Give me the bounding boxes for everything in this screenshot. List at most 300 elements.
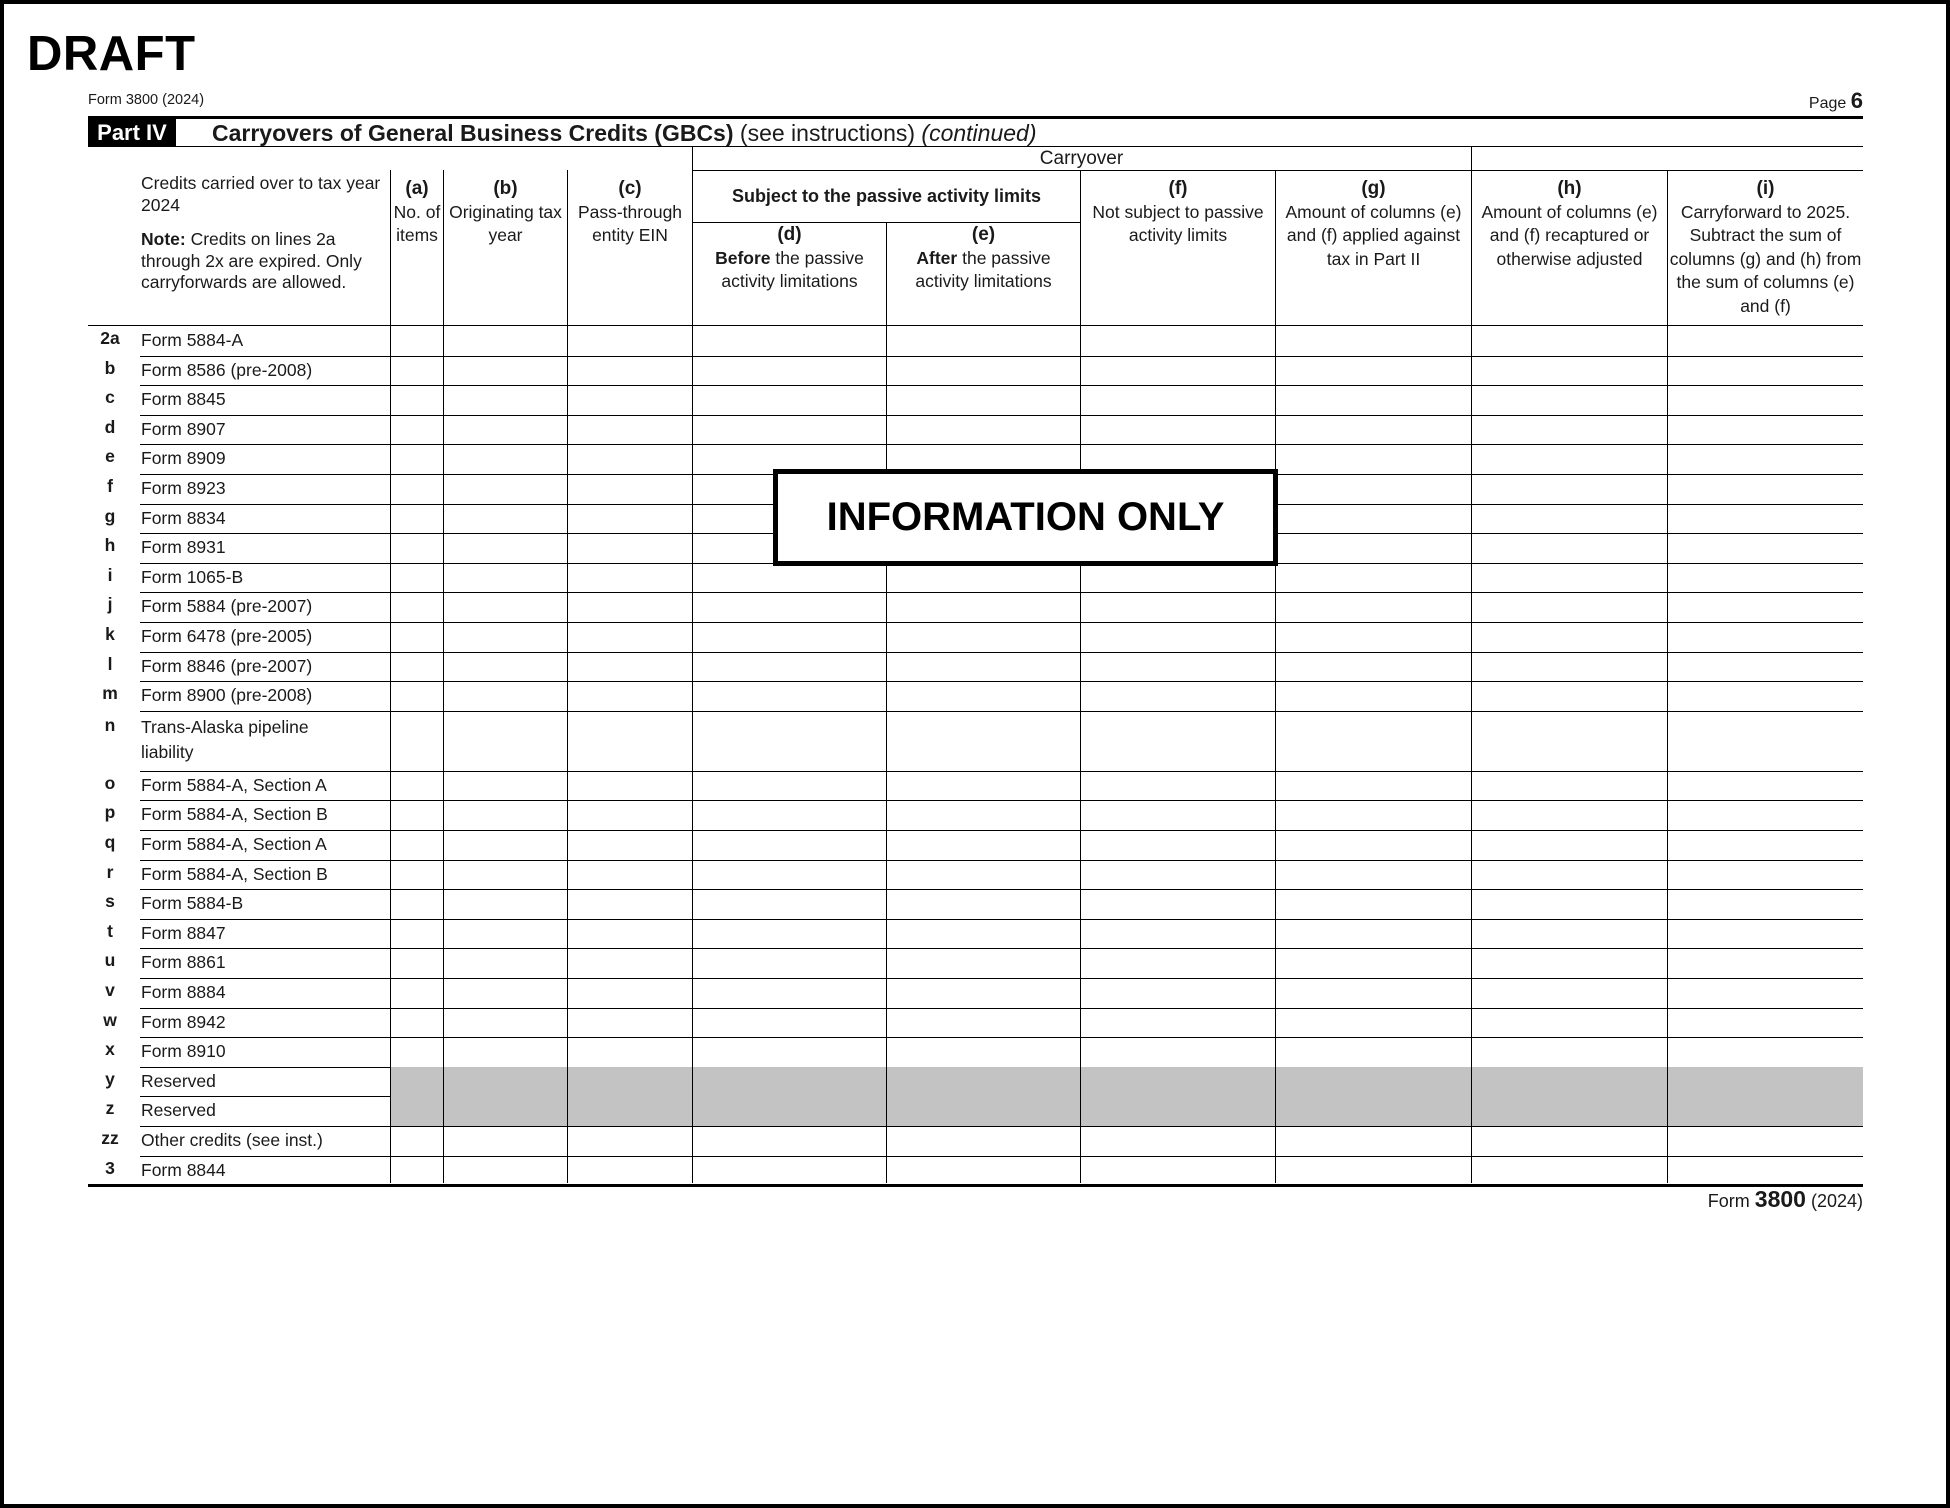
cell-col-a[interactable]	[391, 771, 443, 801]
cell-col-g[interactable]	[1276, 415, 1471, 445]
col-e-header	[887, 223, 1080, 294]
cell-col-a[interactable]	[391, 356, 443, 386]
row-label: Form 8931	[141, 537, 226, 558]
cell-col-d[interactable]	[693, 592, 886, 622]
cell-col-g[interactable]	[1276, 385, 1471, 415]
cell-col-g[interactable]	[1276, 978, 1471, 1008]
cell-col-i[interactable]	[1668, 711, 1863, 771]
cell-col-g[interactable]	[1276, 860, 1471, 890]
cell-col-g[interactable]	[1276, 830, 1471, 860]
cell-col-b[interactable]	[444, 1037, 567, 1067]
cell-col-g[interactable]	[1276, 592, 1471, 622]
cell-col-h[interactable]	[1472, 919, 1667, 949]
cell-col-e[interactable]	[887, 326, 1080, 356]
cell-col-i[interactable]	[1668, 1008, 1863, 1038]
cell-col-i[interactable]	[1668, 563, 1863, 593]
cell-col-b[interactable]	[444, 1156, 567, 1186]
cell-col-b[interactable]	[444, 622, 567, 652]
cell-col-d[interactable]	[693, 1008, 886, 1038]
cell-col-e[interactable]	[887, 889, 1080, 919]
line-number: 2a	[100, 328, 120, 348]
cell-col-e[interactable]	[887, 771, 1080, 801]
row-label: Form 8845	[141, 389, 226, 410]
cell-col-a[interactable]	[391, 1037, 443, 1067]
cell-col-c[interactable]	[568, 563, 692, 593]
cell-col-d	[693, 1096, 886, 1126]
cell-col-f[interactable]	[1081, 889, 1275, 919]
cell-col-a[interactable]	[391, 592, 443, 622]
cell-col-g[interactable]	[1276, 1008, 1471, 1038]
cell-col-h[interactable]	[1472, 711, 1667, 771]
carryover-rule-right	[1471, 170, 1863, 171]
cell-col-e[interactable]	[887, 385, 1080, 415]
cell-col-e[interactable]	[887, 948, 1080, 978]
cell-col-e[interactable]	[887, 356, 1080, 386]
col-i-letter: (i)	[1756, 178, 1775, 199]
cell-col-a[interactable]	[391, 800, 443, 830]
cell-col-h[interactable]	[1472, 444, 1667, 474]
cell-col-f[interactable]	[1081, 652, 1275, 682]
cell-col-b[interactable]	[444, 592, 567, 622]
part-title-main: Carryovers of General Business Credits (GBCs)	[212, 120, 734, 146]
cell-col-e[interactable]	[887, 860, 1080, 890]
cell-col-g[interactable]	[1276, 919, 1471, 949]
line-number: s	[105, 891, 115, 912]
cell-col-d[interactable]	[693, 771, 886, 801]
cell-col-i[interactable]	[1668, 385, 1863, 415]
cell-col-f[interactable]	[1081, 326, 1275, 356]
cell-col-c[interactable]	[568, 652, 692, 682]
line-number: zz	[101, 1128, 119, 1148]
cell-col-f[interactable]	[1081, 622, 1275, 652]
part-title-see: (see instructions)	[739, 120, 916, 146]
cell-col-a[interactable]	[391, 1156, 443, 1186]
cell-col-e[interactable]	[887, 1126, 1080, 1156]
cell-col-i[interactable]	[1668, 474, 1863, 504]
table-row	[0, 830, 1950, 860]
cell-col-d[interactable]	[693, 563, 886, 593]
cell-col-a[interactable]	[391, 504, 443, 534]
cell-col-h[interactable]	[1472, 504, 1667, 534]
cell-col-a[interactable]	[391, 1008, 443, 1038]
cell-col-d[interactable]	[693, 1037, 886, 1067]
cell-col-c[interactable]	[568, 592, 692, 622]
cell-col-c[interactable]	[568, 889, 692, 919]
cell-col-f[interactable]	[1081, 919, 1275, 949]
cell-col-b	[444, 1067, 567, 1097]
cell-col-d[interactable]	[693, 622, 886, 652]
footer-prefix: Form	[1707, 1191, 1750, 1211]
line-number: v	[105, 980, 115, 1000]
row-label: Form 5884-A, Section B	[141, 863, 328, 884]
line-number: n	[104, 714, 116, 735]
cell-col-h[interactable]	[1472, 800, 1667, 830]
cell-col-c[interactable]	[568, 830, 692, 860]
cell-col-a[interactable]	[391, 919, 443, 949]
note-bold: Note:	[141, 229, 186, 249]
col-h-text: Amount of columns (e) and (f) recaptured or otherwise adjusted	[1481, 201, 1658, 269]
cell-col-f[interactable]	[1081, 948, 1275, 978]
cell-col-h[interactable]	[1472, 326, 1667, 356]
col-e-text: the passive activity limitations	[915, 247, 1052, 291]
cell-col-h[interactable]	[1472, 652, 1667, 682]
cell-col-c[interactable]	[568, 1156, 692, 1186]
cell-col-e	[887, 1096, 1080, 1126]
cell-col-i[interactable]	[1668, 919, 1863, 949]
cell-col-f[interactable]	[1081, 830, 1275, 860]
row-label: Form 5884-A, Section A	[141, 834, 327, 854]
cell-col-h[interactable]	[1472, 533, 1667, 563]
cell-col-d[interactable]	[693, 830, 886, 860]
cell-col-d[interactable]	[693, 326, 886, 356]
cell-col-g	[1276, 1067, 1471, 1097]
cell-col-d[interactable]	[693, 681, 886, 711]
cell-col-d[interactable]	[693, 860, 886, 890]
cell-col-h[interactable]	[1472, 948, 1667, 978]
cell-col-c	[568, 1096, 692, 1126]
cell-col-i[interactable]	[1668, 948, 1863, 978]
cell-col-i[interactable]	[1668, 504, 1863, 534]
row-label: Form 5884-B	[141, 893, 244, 914]
cell-col-d[interactable]	[693, 1156, 886, 1186]
cell-col-b[interactable]	[444, 681, 567, 711]
cell-col-c[interactable]	[568, 504, 692, 534]
cell-col-b[interactable]	[444, 1008, 567, 1038]
cell-col-f[interactable]	[1081, 681, 1275, 711]
col-f-letter: (f)	[1168, 178, 1188, 199]
cell-col-i[interactable]	[1668, 681, 1863, 711]
cell-col-h[interactable]	[1472, 1008, 1667, 1038]
col-g-text: Amount of columns (e) and (f) applied against tax in Part II	[1285, 201, 1462, 269]
cell-col-a[interactable]	[391, 533, 443, 563]
col-g-header	[1276, 177, 1471, 271]
cell-col-f[interactable]	[1081, 356, 1275, 386]
cell-col-h[interactable]	[1472, 415, 1667, 445]
page-indicator	[1809, 88, 1863, 114]
cell-col-f[interactable]	[1081, 1126, 1275, 1156]
cell-col-d[interactable]	[693, 652, 886, 682]
cell-col-g[interactable]	[1276, 800, 1471, 830]
cell-col-h[interactable]	[1472, 860, 1667, 890]
cell-col-b[interactable]	[444, 771, 567, 801]
cell-col-c[interactable]	[568, 771, 692, 801]
cell-col-d[interactable]	[693, 356, 886, 386]
cell-col-e[interactable]	[887, 622, 1080, 652]
cell-col-c[interactable]	[568, 948, 692, 978]
form-header-label: Form 3800 (2024)	[88, 92, 205, 108]
cell-col-h[interactable]	[1472, 681, 1667, 711]
cell-col-c[interactable]	[568, 1126, 692, 1156]
page-prefix: Page	[1808, 95, 1847, 112]
cell-col-b[interactable]	[444, 948, 567, 978]
cell-col-c[interactable]	[568, 622, 692, 652]
cell-col-a[interactable]	[391, 415, 443, 445]
row-label: Form 8847	[141, 922, 226, 943]
cell-col-f[interactable]	[1081, 1037, 1275, 1067]
line-number: w	[103, 1009, 117, 1030]
cell-col-g[interactable]	[1276, 533, 1471, 563]
cell-col-e[interactable]	[887, 830, 1080, 860]
table-row	[0, 1126, 1950, 1156]
col-c-header	[568, 177, 692, 248]
cell-col-g[interactable]	[1276, 622, 1471, 652]
cell-col-e[interactable]	[887, 919, 1080, 949]
cell-col-h[interactable]	[1472, 385, 1667, 415]
row-label: Form 8909	[141, 448, 226, 469]
cell-col-g[interactable]	[1276, 326, 1471, 356]
cell-col-g[interactable]	[1276, 444, 1471, 474]
cell-col-g[interactable]	[1276, 1126, 1471, 1156]
row-label: Trans-Alaska pipeline liability	[141, 716, 309, 762]
cell-col-g[interactable]	[1276, 889, 1471, 919]
cell-col-a[interactable]	[391, 948, 443, 978]
cell-col-c[interactable]	[568, 326, 692, 356]
cell-col-b[interactable]	[444, 563, 567, 593]
cell-col-f[interactable]	[1081, 592, 1275, 622]
line-number: k	[105, 624, 115, 644]
carryover-header: Carryover	[1039, 148, 1124, 169]
table-row	[0, 385, 1950, 415]
cell-col-b	[444, 1096, 567, 1126]
table-row	[0, 415, 1950, 445]
cell-col-a[interactable]	[391, 978, 443, 1008]
cell-col-c[interactable]	[568, 385, 692, 415]
cell-col-c[interactable]	[568, 860, 692, 890]
cell-col-e[interactable]	[887, 800, 1080, 830]
cell-col-i[interactable]	[1668, 771, 1863, 801]
cell-col-d[interactable]	[693, 978, 886, 1008]
line-number: m	[102, 683, 118, 704]
cell-col-f[interactable]	[1081, 771, 1275, 801]
cell-col-b[interactable]	[444, 1126, 567, 1156]
table-row	[0, 592, 1950, 622]
part-title	[212, 119, 1037, 147]
cell-col-b[interactable]	[444, 860, 567, 890]
credits-note	[141, 229, 386, 294]
cell-col-a[interactable]	[391, 326, 443, 356]
col-h-letter: (h)	[1557, 178, 1582, 199]
cell-col-b[interactable]	[444, 504, 567, 534]
cell-col-d[interactable]	[693, 385, 886, 415]
cell-col-f[interactable]	[1081, 978, 1275, 1008]
cell-col-i[interactable]	[1668, 592, 1863, 622]
line-number: c	[105, 387, 115, 408]
row-label: Form 8923	[141, 478, 226, 498]
cell-col-g[interactable]	[1276, 771, 1471, 801]
cell-col-e[interactable]	[887, 681, 1080, 711]
cell-col-i[interactable]	[1668, 356, 1863, 386]
cell-col-g[interactable]	[1276, 356, 1471, 386]
cell-col-d[interactable]	[693, 800, 886, 830]
cell-col-b[interactable]	[444, 444, 567, 474]
cell-col-b[interactable]	[444, 356, 567, 386]
cell-col-h[interactable]	[1472, 978, 1667, 1008]
cell-col-h[interactable]	[1472, 889, 1667, 919]
cell-col-b[interactable]	[444, 474, 567, 504]
cell-col-b[interactable]	[444, 830, 567, 860]
cell-col-b[interactable]	[444, 533, 567, 563]
table-row	[0, 326, 1950, 356]
cell-col-g[interactable]	[1276, 652, 1471, 682]
col-b-letter: (b)	[493, 178, 518, 199]
cell-col-c[interactable]	[568, 681, 692, 711]
cell-col-g[interactable]	[1276, 1037, 1471, 1067]
cell-col-a[interactable]	[391, 444, 443, 474]
cell-col-i[interactable]	[1668, 415, 1863, 445]
cell-col-i[interactable]	[1668, 830, 1863, 860]
cell-col-h[interactable]	[1472, 771, 1667, 801]
cell-col-e[interactable]	[887, 1156, 1080, 1186]
cell-col-h[interactable]	[1472, 1126, 1667, 1156]
table-row	[0, 356, 1950, 386]
row-label: Form 8846 (pre-2007)	[141, 655, 313, 676]
cell-col-f	[1081, 1096, 1275, 1126]
table-row	[0, 1067, 1950, 1097]
cell-col-b[interactable]	[444, 385, 567, 415]
cell-col-i[interactable]	[1668, 326, 1863, 356]
cell-col-i	[1668, 1067, 1863, 1097]
table-row	[0, 622, 1950, 652]
cell-col-b[interactable]	[444, 326, 567, 356]
cell-col-i[interactable]	[1668, 978, 1863, 1008]
cell-col-h[interactable]	[1472, 1156, 1667, 1186]
cell-col-c[interactable]	[568, 711, 692, 771]
cell-col-e[interactable]	[887, 592, 1080, 622]
cell-col-f[interactable]	[1081, 415, 1275, 445]
cell-col-d[interactable]	[693, 1126, 886, 1156]
cell-col-a[interactable]	[391, 652, 443, 682]
row-label: Other credits (see inst.)	[141, 1130, 323, 1150]
cell-col-e[interactable]	[887, 978, 1080, 1008]
cell-col-e[interactable]	[887, 1037, 1080, 1067]
draft-watermark: DRAFT	[27, 27, 196, 81]
cell-col-b[interactable]	[444, 652, 567, 682]
cell-col-a[interactable]	[391, 1126, 443, 1156]
cell-col-d[interactable]	[693, 711, 886, 771]
cell-col-d[interactable]	[693, 919, 886, 949]
cell-col-f[interactable]	[1081, 800, 1275, 830]
col-e-letter: (e)	[971, 224, 996, 245]
cell-col-b[interactable]	[444, 711, 567, 771]
cell-col-f[interactable]	[1081, 1008, 1275, 1038]
col-b-header	[444, 177, 567, 248]
cell-col-g[interactable]	[1276, 681, 1471, 711]
col-c-text: Pass-through entity EIN	[577, 201, 683, 245]
cell-col-i[interactable]	[1668, 533, 1863, 563]
cell-col-h[interactable]	[1472, 474, 1667, 504]
cell-col-i[interactable]	[1668, 1126, 1863, 1156]
cell-col-e[interactable]	[887, 415, 1080, 445]
cell-col-b[interactable]	[444, 415, 567, 445]
cell-col-f[interactable]	[1081, 1156, 1275, 1186]
cell-col-c[interactable]	[568, 356, 692, 386]
cell-col-c[interactable]	[568, 978, 692, 1008]
cell-col-i[interactable]	[1668, 1037, 1863, 1067]
cell-col-h[interactable]	[1472, 563, 1667, 593]
cell-col-c[interactable]	[568, 800, 692, 830]
cell-col-a[interactable]	[391, 711, 443, 771]
cell-col-b[interactable]	[444, 800, 567, 830]
cell-col-h[interactable]	[1472, 356, 1667, 386]
cell-col-e	[887, 1067, 1080, 1097]
cell-col-c[interactable]	[568, 444, 692, 474]
cell-col-c[interactable]	[568, 1037, 692, 1067]
cell-col-i[interactable]	[1668, 889, 1863, 919]
cell-col-b[interactable]	[444, 889, 567, 919]
cell-col-i[interactable]	[1668, 1156, 1863, 1186]
cell-col-i[interactable]	[1668, 860, 1863, 890]
cell-col-d[interactable]	[693, 889, 886, 919]
credits-label: Credits carried over to tax year 2024	[141, 173, 381, 215]
cell-col-h	[1472, 1096, 1667, 1126]
cell-col-f[interactable]	[1081, 563, 1275, 593]
cell-col-c[interactable]	[568, 919, 692, 949]
table-bottom-rule	[88, 1184, 1863, 1187]
table-row	[0, 1008, 1950, 1038]
cell-col-a[interactable]	[391, 474, 443, 504]
cell-col-h[interactable]	[1472, 592, 1667, 622]
line-number: p	[104, 802, 116, 823]
cell-col-f[interactable]	[1081, 385, 1275, 415]
table-row	[0, 563, 1950, 593]
cell-col-d[interactable]	[693, 948, 886, 978]
cell-col-a[interactable]	[391, 622, 443, 652]
cell-col-d[interactable]	[693, 415, 886, 445]
cell-col-g[interactable]	[1276, 563, 1471, 593]
cell-col-b[interactable]	[444, 978, 567, 1008]
col-e-bold: After	[916, 247, 958, 268]
line-number: y	[105, 1068, 115, 1089]
cell-col-e[interactable]	[887, 652, 1080, 682]
cell-col-f[interactable]	[1081, 711, 1275, 771]
cell-col-a[interactable]	[391, 563, 443, 593]
cell-col-g[interactable]	[1276, 474, 1471, 504]
cell-col-i[interactable]	[1668, 800, 1863, 830]
cell-col-e[interactable]	[887, 1008, 1080, 1038]
cell-col-c[interactable]	[568, 1008, 692, 1038]
cell-col-h[interactable]	[1472, 622, 1667, 652]
cell-col-i[interactable]	[1668, 652, 1863, 682]
cell-col-c[interactable]	[568, 415, 692, 445]
cell-col-g[interactable]	[1276, 711, 1471, 771]
cell-col-g[interactable]	[1276, 1156, 1471, 1186]
cell-col-a[interactable]	[391, 889, 443, 919]
cell-col-c[interactable]	[568, 533, 692, 563]
cell-col-a[interactable]	[391, 681, 443, 711]
row-label: Form 5884-A, Section A	[141, 774, 327, 795]
col-b-text: Originating tax year	[449, 201, 562, 245]
row-label: Form 5884-A	[141, 330, 244, 350]
col-a-header	[391, 177, 443, 248]
cell-col-h[interactable]	[1472, 1037, 1667, 1067]
cell-col-b[interactable]	[444, 919, 567, 949]
cell-col-c[interactable]	[568, 474, 692, 504]
cell-col-a[interactable]	[391, 860, 443, 890]
cell-col-h[interactable]	[1472, 830, 1667, 860]
cell-col-g[interactable]	[1276, 504, 1471, 534]
cell-col-g[interactable]	[1276, 948, 1471, 978]
cell-col-i[interactable]	[1668, 622, 1863, 652]
table-row	[0, 652, 1950, 682]
cell-col-a[interactable]	[391, 385, 443, 415]
cell-col-i[interactable]	[1668, 444, 1863, 474]
cell-col-f[interactable]	[1081, 860, 1275, 890]
col-i-text: Carryforward to 2025. Subtract the sum of columns (g) and (h) from the sum of columns (e) and (f)	[1669, 201, 1862, 316]
footer-number: 3800	[1754, 1186, 1806, 1212]
cell-col-a[interactable]	[391, 830, 443, 860]
cell-col-e[interactable]	[887, 563, 1080, 593]
cell-col-e[interactable]	[887, 711, 1080, 771]
